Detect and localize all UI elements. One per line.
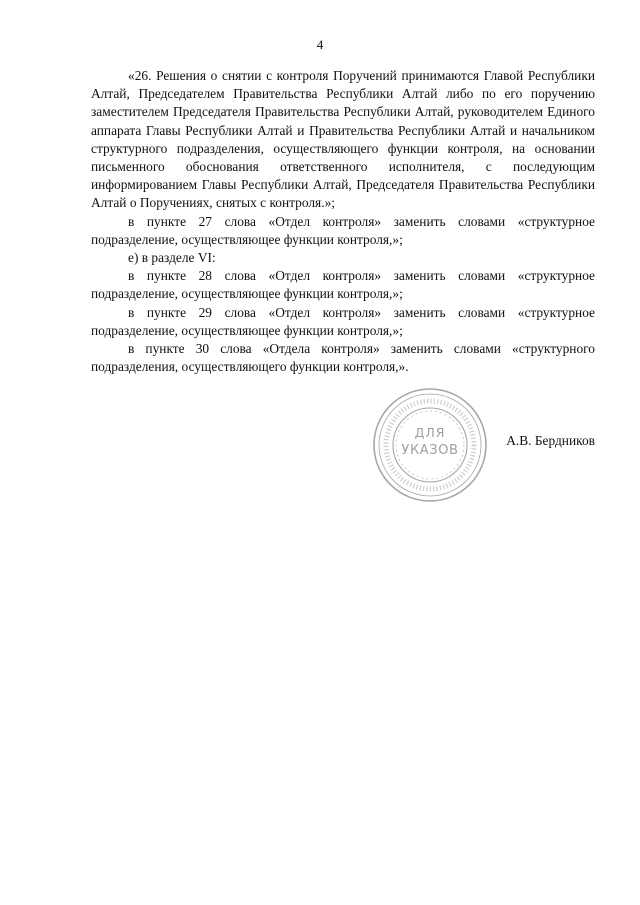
- official-seal-stamp: [369, 386, 491, 504]
- paragraph-6: в пункте 30 слова «Отдела контроля» заменить словами «структурного подразделения, осуществляющего функции контроля,».: [91, 341, 595, 375]
- paragraph-2: в пункте 27 слова «Отдел контроля» заменить словами «структурное подразделение, осуществляющее функции контроля,»;: [91, 213, 595, 247]
- paragraph-3: е) в разделе VI:: [128, 250, 216, 266]
- paragraph-1: «26. Решения о снятии с контроля Поручений принимаются Главой Республики Алтай, Председателем Правительства Республики Алтай либо по его поручению заместителем Председателя Правительства Республики Алтай, руководителем Единого аппарата Главы Республики Алтай и Правительства Республики Алтай и начальником структурного подразделения, осуществляющего функции контроля, на основании письменного обоснования ответственного исполнителя, с последующим информированием Главы Республики Алтай, Председателя Правительства Республики Алтай о Поручениях, снятых с контроля.»;: [91, 68, 595, 211]
- document-body: [91, 67, 595, 376]
- paragraph-5: в пункте 29 слова «Отдел контроля» заменить словами «структурное подразделение, осуществляющее функции контроля,»;: [91, 304, 595, 338]
- paragraph-4: в пункте 28 слова «Отдел контроля» заменить словами «структурное подразделение, осуществляющее функции контроля,»;: [91, 268, 595, 302]
- stamp-text-line1: ДЛЯ: [414, 425, 446, 440]
- signatory-name: А.В. Бердников: [506, 433, 595, 448]
- page-number: 4: [316, 37, 324, 52]
- stamp-text-line2: УКАЗОВ: [401, 443, 459, 458]
